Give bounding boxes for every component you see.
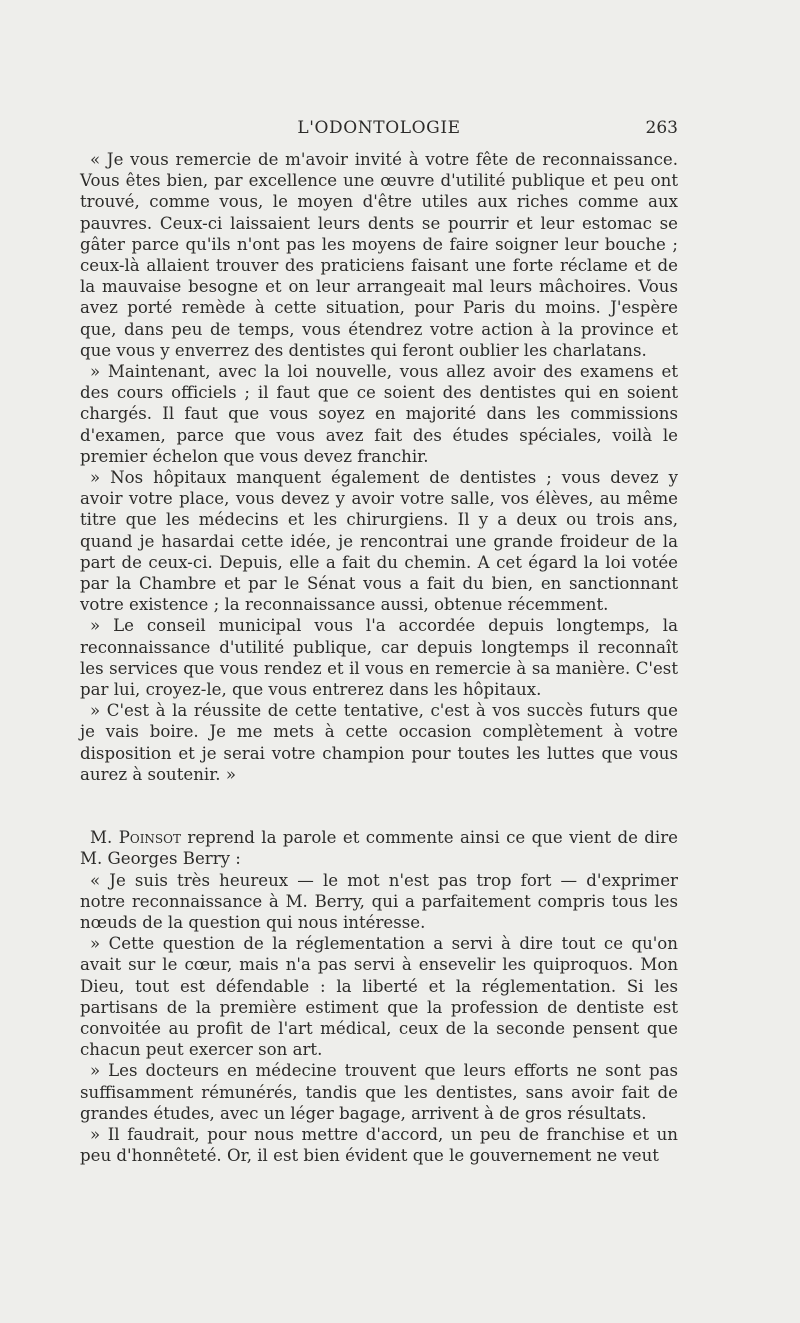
page-number: 263 [645,118,678,138]
paragraph: » Maintenant, avec la loi nouvelle, vous allez avoir des examens et des cours officiels ; il faut que ce soient des dentistes qui en soient chargés. Il faut que vous soyez en majorité dans les commissions d'examen, parce que vous avez fait des études spéciales, voilà le premier échelon que vous devez franchir. [80,362,678,466]
speaker-prefix: M. [90,828,119,848]
body-text [80,149,678,1166]
speaker-intro-text: reprend la parole et commente ainsi ce que vient de dire M. Georges Berry : [80,828,678,869]
paragraph: » C'est à la réussite de cette tentative, c'est à vos succès futurs que je vais boire. Je me mets à cette occasion complètement à votre disposition et je serai votre champion pour toutes les luttes que vous aurez à soutenir. » [80,701,678,784]
paragraph: » Il faudrait, pour nous mettre d'accord, un peu de franchise et un peu d'honnêteté. Or, il est bien évident que le gouvernement ne veut [80,1124,678,1166]
paragraph: » Le conseil municipal vous l'a accordée depuis longtemps, la reconnaissance d'utilité publique, car depuis longtemps il reconnaît les services que vous rendez et il vous en remercie à sa manière. C'est par lui, croyez-le, que vous entrerez dans les hôpitaux. [80,616,678,700]
paragraph: » Les docteurs en médecine trouvent que leurs efforts ne sont pas suffisamment rémunérés, tandis que les dentistes, sans avoir fait de grandes études, avec un léger bagage, arrivent à de gros résultats. [80,1061,678,1123]
speaker-intro-paragraph [80,827,678,869]
paragraph: » Nos hôpitaux manquent également de dentistes ; vous devez y avoir votre place, vous devez y avoir votre salle, vos élèves, au même titre que les médecins et les chirurgiens. Il y a deux ou trois ans, quand je hasardai cette idée, je rencontrai une grande froideur de la part de ceux-ci. Depuis, elle a fait du chemin. A cet égard la loi votée par la Chambre et par le Sénat vous a fait du bien, en sanctionnant votre existence ; la reconnaissance aussi, obtenue récemment. [80,468,678,615]
page-header [80,118,678,142]
section-gap [80,785,678,827]
paragraph: « Je suis très heureux — le mot n'est pas trop fort — d'exprimer notre reconnaissance à M. Berry, qui a parfaitement compris tous les nœuds de la question qui nous intéresse. [80,870,678,932]
running-title: L'ODONTOLOGIE [297,118,461,138]
paragraph: » Cette question de la réglementation a servi à dire tout ce qu'on avait sur le cœur, mais n'a pas servi à ensevelir les quiproquos. Mon Dieu, tout est défendable : la liberté et la réglementation. Si les partisans de la première estiment que la profession de dentiste est convoitée au profit de l'art médical, ceux de la seconde pensent que chacun peut exercer son art. [80,934,678,1060]
speaker-name: Poinsot [118,828,181,848]
paragraph: « Je vous remercie de m'avoir invité à votre fête de reconnaissance. Vous êtes bien, par excellence une œuvre d'utilité publique et peu ont trouvé, comme vous, le moyen d'être utiles aux riches comme aux pauvres. Ceux-ci laissaient leurs dents se pourrir et leur estomac se gâter parce qu'ils n'ont pas les moyens de faire soigner leur bouche ; ceux-là allaient trouver des praticiens faisant une forte réclame et de la mauvaise besogne et on leur arrangeait mal leurs mâchoires. Vous avez porté remède à cette situation, pour Paris du moins. J'espère que, dans peu de temps, vous étendrez votre action à la province et que vous y enverrez des dentistes qui feront oublier les charlatans. [80,150,678,360]
